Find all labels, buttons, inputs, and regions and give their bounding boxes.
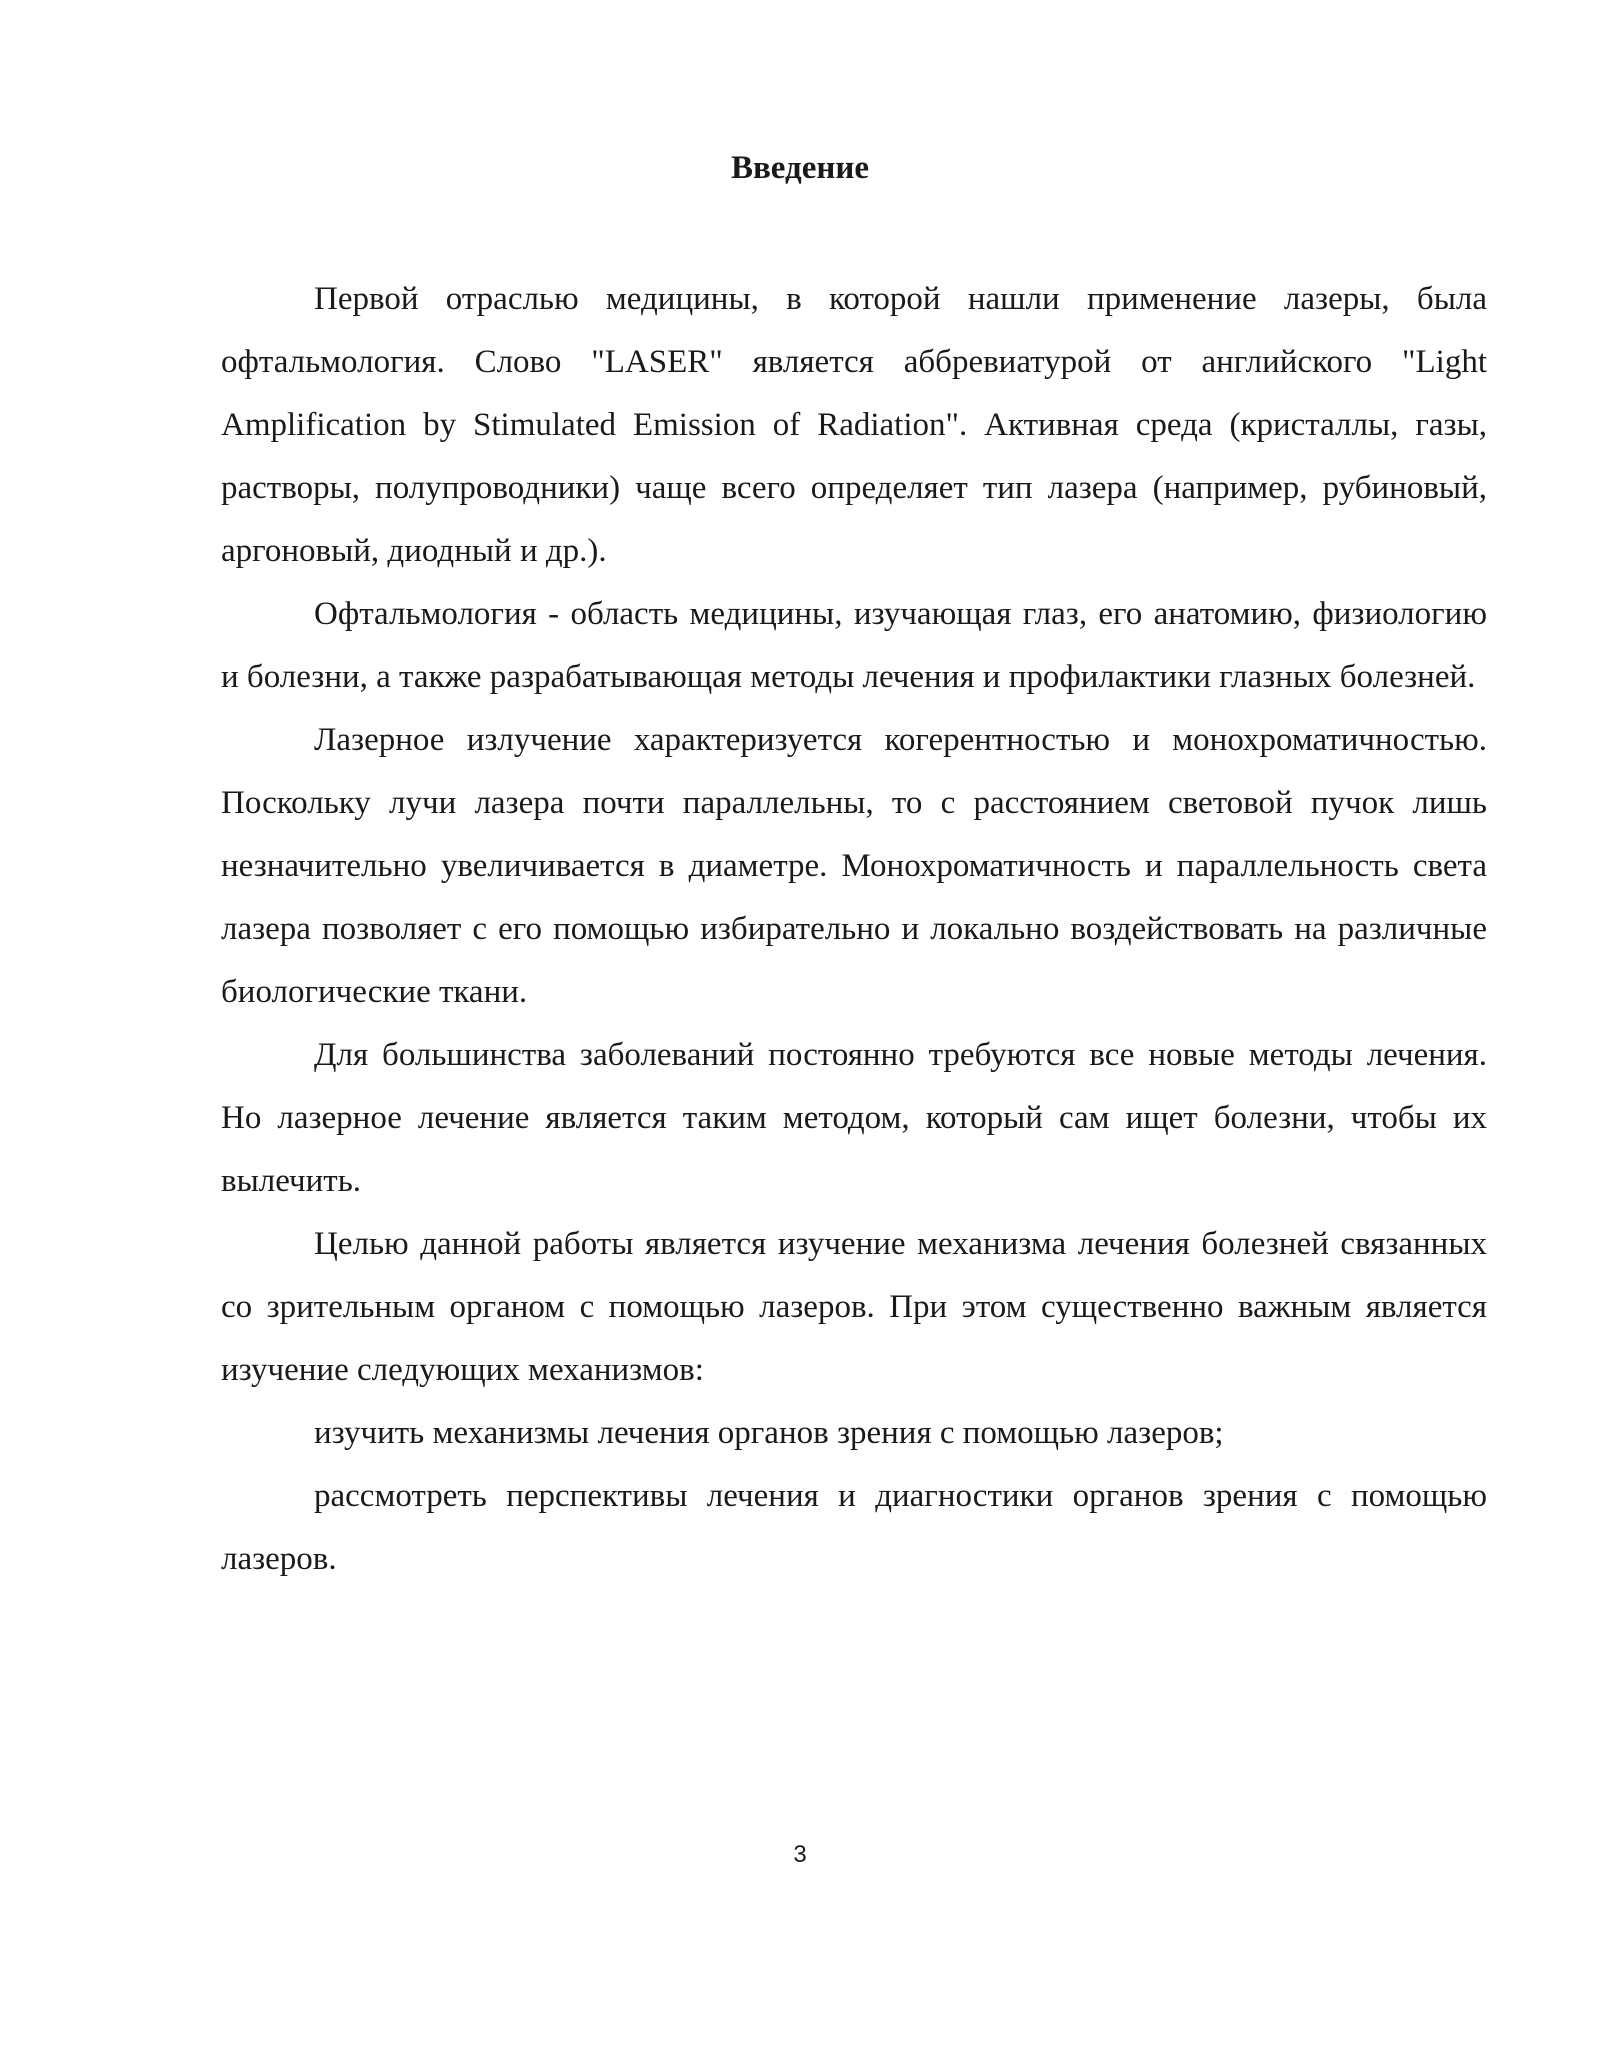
list-item-task-2: рассмотреть перспективы лечения и диагностики органов зрения с помощью лазеров.	[221, 1478, 1487, 1577]
paragraph-treatment-methods: Для большинства заболеваний постоянно требуются все новые методы лечения. Но лазерное лечение является таким методом, который сам ищет болезни, чтобы их вылечить.	[221, 1037, 1487, 1199]
paragraph-laser-properties: Лазерное излучение характеризуется когерентностью и монохроматичностью. Поскольку лучи лазера почти параллельны, то с расстоянием световой пучок лишь незначительно увеличивается в диаметре. Монохроматичность и параллельность света лазера позволяет с его помощью избирательно и локально воздействовать на различные биологические ткани.	[221, 722, 1487, 1010]
paragraph-intro-lasers: Первой отраслью медицины, в которой нашли применение лазеры, была офтальмология. Слово "LASER" является аббревиатурой от английского "Light Amplification by Stimulated Emission of Radiation". Активная среда (кристаллы, газы, растворы, полупроводники) чаще всего определяет тип лазера (например, рубиновый, аргоновый, диодный и др.).	[221, 281, 1487, 569]
paragraph-ophthalmology-definition: Офтальмология - область медицины, изучающая глаз, его анатомию, физиологию и болезни, а также разрабатывающая методы лечения и профилактики глазных болезней.	[221, 596, 1487, 695]
document-body	[221, 268, 1487, 1591]
paragraph-work-goal: Целью данной работы является изучение механизма лечения болезней связанных со зрительным органом с помощью лазеров. При этом существенно важным является изучение следующих механизмов:	[221, 1226, 1487, 1388]
page-number: 3	[793, 1841, 807, 1868]
page-title: Введение	[730, 150, 870, 186]
list-item-task-1: изучить механизмы лечения органов зрения с помощью лазеров;	[314, 1415, 1224, 1451]
